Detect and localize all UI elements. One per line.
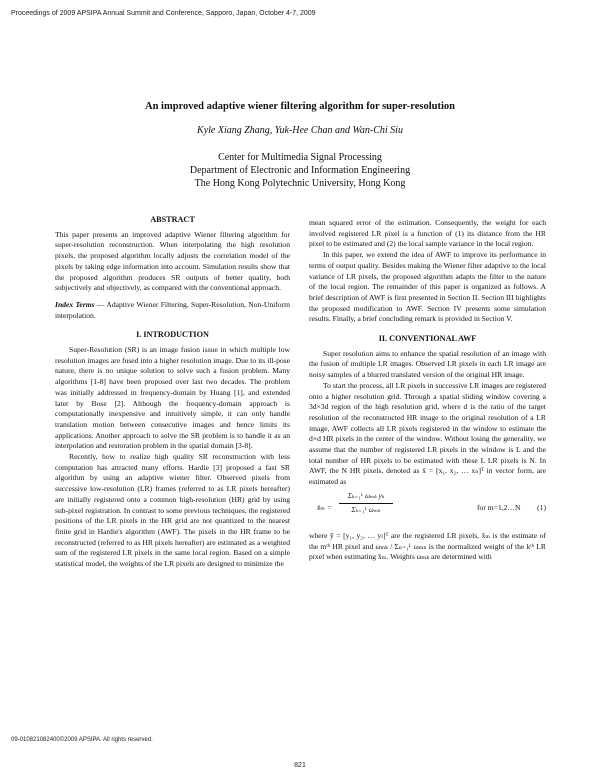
introduction-paragraph-1: Super-Resolution (SR) is an image fusion issue in which multiple low resolution images are fused into a higher resolution image. Due to its ill-pose nature, there is no unique solution to solve such a fusion problem. Many algorithms [1-8] have been proposed over last two decades. The problem was initially addressed in frequency-domain by Huang [1], and extended later by Bose [2]. Although the frequency-domain approach is computationally inexpensive and intuitively simple, it can only handle translation motion between consecutive images and hence limits its applications. Another approach to solve the SR problem is to handle it as an interpolation and restoration problem in the spatial domain [3-8].	[55, 345, 290, 451]
introduction-paragraph-2: Recently, how to realize high quality SR reconstruction with less computation has attracted many efforts. Hardie [3] proposed a fast SR algorithm by using an adaptive wiener filter. Observed pixels from successive low-resolution (LR) frames (referred to as LR pixels hereafter) are initially registered onto a common high-resolution (HR) grid by using sub-pixel registration. In contrast to some previous techniques, the registered positions of the LR pixels in the HR grid are not quantized to the nearest finite grid in Hardie's algorithm (AWF). The pixels in the HR frame to be reconstructed (referred to as HR pixels hereafter) are estimated as a weighted sum of the registered LR pixels in the same local region. Based on a simple statistical model, the weights of the LR pixels are designed to minimize the	[55, 452, 290, 569]
index-terms-label: Index Terms	[55, 299, 95, 309]
right-column	[309, 218, 546, 563]
abstract-text: This paper presents an improved adaptive Wiener filtering algorithm for super-resolution reconstruction. When interpolating the high resolution pixels, the proposed algorithm locally adjusts the correlation model of the pixels by taking edge information into account. Simulation results show that the proposed algorithm produces SR outputs of better quality, both subjectively and objectively, as compared with the conventional approach.	[55, 229, 290, 293]
index-terms-text: — Adaptive Wiener Filtering, Super-Resolution, Non-Uniform interpolation.	[55, 299, 291, 320]
copyright-footer: 09-010821082400©2009 APSIPA. All rights reserved.	[11, 737, 153, 743]
affiliation-line: Center for Multimedia Signal Processing	[218, 152, 382, 163]
left-column	[55, 215, 290, 570]
awf-paragraph-1: Super resolution aims to enhance the spatial resolution of an image with the fusion of multiple LR images. Observed LR pixels in each LR image are noisy samples of a blurred translated version of the original HR image.	[309, 348, 546, 380]
introduction-continued: mean squared error of the estimation. Consequently, the weight for each involved registered LR pixel is a function of (1) its distance from the HR pixel to be estimated and (2) the local sample variance in the local region.	[309, 218, 546, 249]
equation-1	[309, 491, 546, 529]
equation-condition: for m=1,2…N	[477, 502, 521, 512]
awf-paragraph-3: where ȳ = [y₁, y₂, … yₗ]ᵀ are the registered LR pixels, x̂ₘ is the estimate of the mᵗʰ HR pixel and ωₘₖ / Σₙ₌₁ᴸ ωₘₙ is the normalized weight of the kᵗʰ LR pixel when estimating x̂ₘ. Weights ωₘₖ are determined with	[309, 530, 546, 562]
page-number: 821	[294, 762, 306, 769]
equation-denominator: Σₖ₌₁ᴸ ωₘₖ	[351, 505, 381, 514]
conventional-awf-heading: II. CONVENTIONAL AWF	[378, 334, 477, 344]
introduction-paragraph-3: In this paper, we extend the idea of AWF to improve its performance in terms of output quality. Besides making the Wiener filter adaptive to the local variance of LR pixels, the proposed algorithm adapts the filter to the nature of the local region. The remainder of this paper is organized as follows. A brief description of AWF is first presented in Section II. Section III highlights the proposed modification to AWF. Section IV presents some simulation results. Finally, a brief concluding remark is provided in Section V.	[309, 250, 546, 324]
index-terms	[55, 300, 290, 321]
awf-paragraph-2: To start the process, all LR pixels in successive LR images are registered onto a higher resolution grid. Through a spatial sliding window covering a 3d×3d region of the high resolution grid, where d is the ratio of the target resolution of the reconstructed HR image to the original resolution of a LR image, AWF collects all LR pixels registered in the window to estimate the d×d HR pixels in the center of the window. Without losing the generality, we assume that the number of registered LR pixels in the window is L and the total number of HR pixels to be estimated with these L LR pixels is N. In AWF, the N HR pixels, denoted as x̄ = [x₁, x₂, … xₙ]ᵀ in vector form, are estimated as	[309, 380, 546, 487]
affiliation	[0, 151, 600, 190]
affiliation-line: The Hong Kong Polytechnic University, Hong Kong	[194, 178, 406, 189]
equation-fraction	[339, 491, 393, 515]
affiliation-line: Department of Electronic and Information Engineering	[189, 165, 411, 176]
equation-lhs: x̂ₘ =	[317, 502, 333, 512]
equation-numerator: Σₖ₌₁ᴸ ωₘₖ yₖ	[339, 491, 393, 504]
equation-number: (1)	[537, 502, 546, 512]
paper-authors: Kyle Xiang Zhang, Yuk-Hee Chan and Wan-Chi Siu	[197, 125, 403, 136]
paper-title: An improved adaptive wiener filtering algorithm for super-resolution	[144, 101, 456, 112]
conference-header: Proceedings of 2009 APSIPA Annual Summit and Conference, Sapporo, Japan, October 4-7, 2009	[11, 10, 316, 17]
introduction-heading: I. INTRODUCTION	[136, 330, 209, 340]
abstract-heading: ABSTRACT	[150, 215, 195, 224]
